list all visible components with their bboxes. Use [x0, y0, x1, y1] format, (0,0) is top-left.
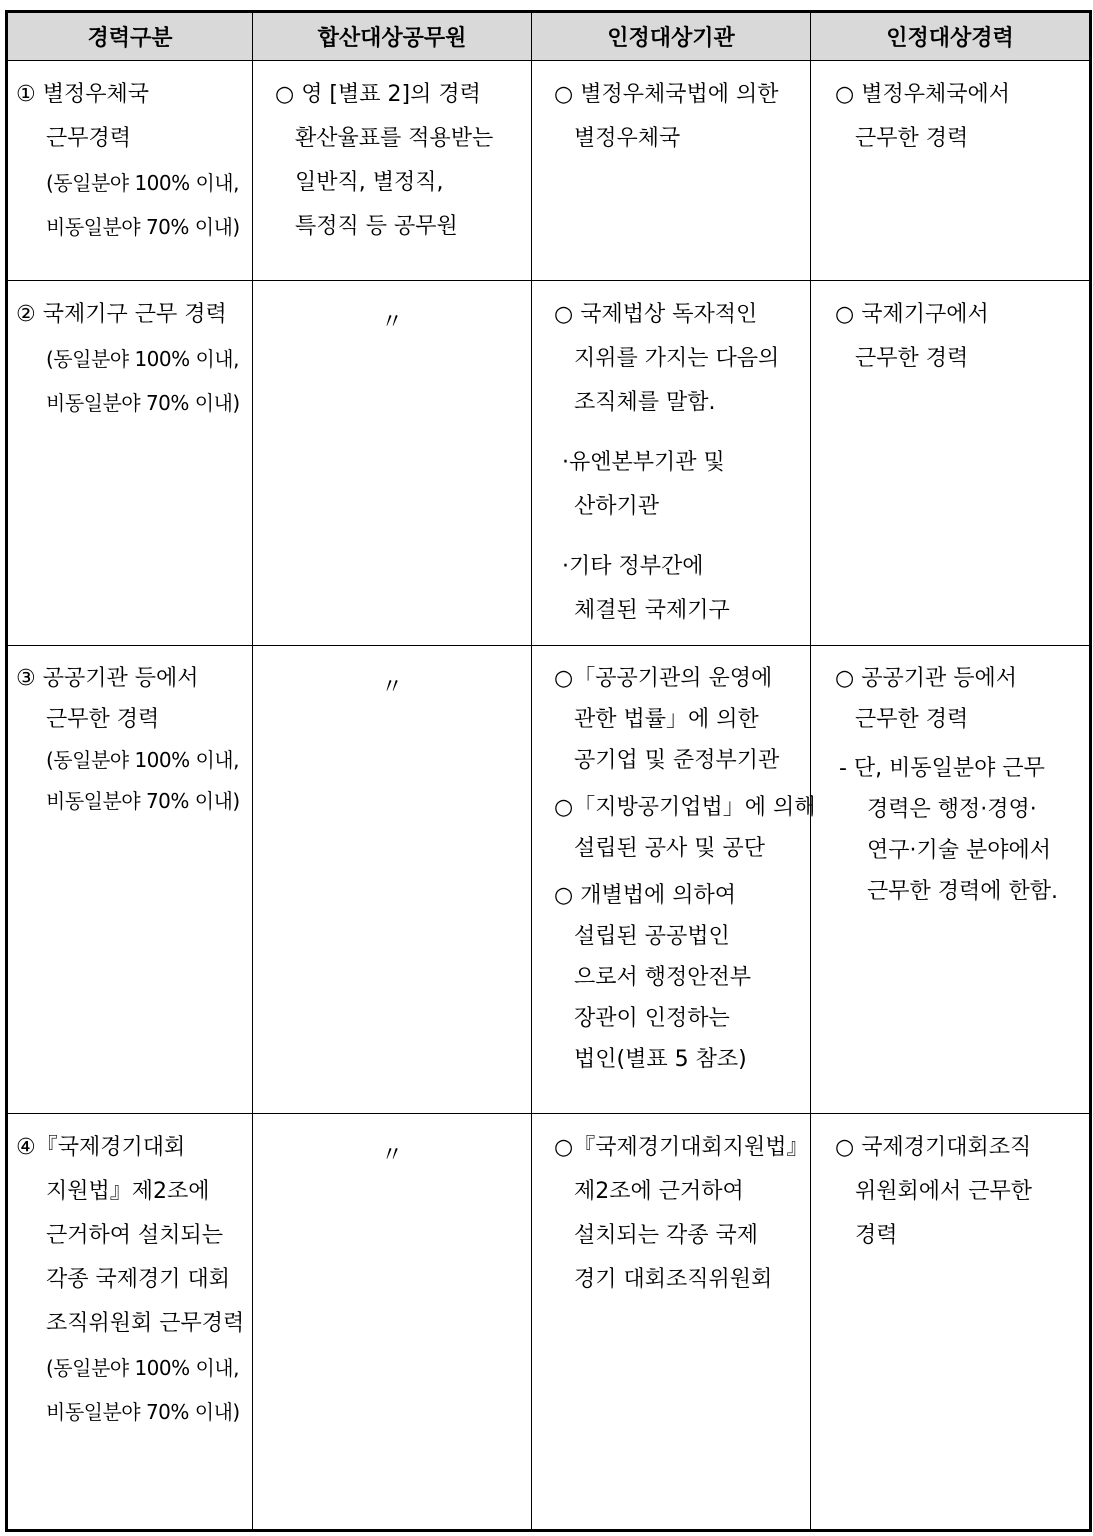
ditto-mark: 〃: [380, 1143, 403, 1168]
category-cell: ④『국제경기대회 지원법』제2조에 근거하여 설치되는 각종 국제경기 대회 조직위원회 근무경력 (동일분야 100% 이내, 비동일분야 70% 이내): [7, 1114, 253, 1531]
officials-cell: [253, 1114, 532, 1531]
header-recognized-career: 인정대상경력: [811, 12, 1091, 61]
category-cell: ③ 공공기관 등에서 근무한 경력 (동일분야 100% 이내, 비동일분야 70% 이내): [7, 646, 253, 1114]
career-cell: ○ 공공기관 등에서 근무한 경력 - 단, 비동일분야 근무 경력은 행정·경영· 연구·기술 분야에서 근무한 경력에 한함.: [811, 646, 1091, 1114]
officials-cell: [253, 646, 532, 1114]
header-row: [7, 12, 1091, 61]
category-cell: ② 국제기구 근무 경력 (동일분야 100% 이내, 비동일분야 70% 이내): [7, 281, 253, 646]
career-recognition-table: [5, 10, 1092, 1532]
officials-cell: [253, 281, 532, 646]
institutions-cell: ○ 별정우체국법에 의한 별정우체국: [532, 61, 811, 281]
table-row: [7, 646, 1091, 1114]
career-cell: ○ 국제경기대회조직 위원회에서 근무한 경력: [811, 1114, 1091, 1531]
table-row: [7, 61, 1091, 281]
career-cell: ○ 별정우체국에서 근무한 경력: [811, 61, 1091, 281]
header-recognized-institutions: 인정대상기관: [532, 12, 811, 61]
officials-cell: ○ 영 [별표 2]의 경력 환산율표를 적용받는 일반직, 별정직, 특정직 등 공무원: [253, 61, 532, 281]
header-career-category: 경력구분: [7, 12, 253, 61]
table-row: [7, 281, 1091, 646]
career-cell: ○ 국제기구에서 근무한 경력: [811, 281, 1091, 646]
institutions-cell: ○ 국제법상 독자적인 지위를 가지는 다음의 조직체를 말함. ·유엔본부기관 및 산하기관 ·기타 정부간에 체결된 국제기구: [532, 281, 811, 646]
table-row: [7, 1114, 1091, 1531]
institutions-cell: ○『국제경기대회지원법』 제2조에 근거하여 설치되는 각종 국제 경기 대회조직위원회: [532, 1114, 811, 1531]
ditto-mark: 〃: [380, 675, 403, 700]
institutions-cell: ○「공공기관의 운영에 관한 법률」에 의한 공기업 및 준정부기관 ○「지방공기업법」에 의해 설립된 공사 및 공단 ○ 개별법에 의하여 설립된 공공법인 으로서 행정안전부 장관이 인정하는 법인(별표 5 참조): [532, 646, 811, 1114]
header-eligible-officials: 합산대상공무원: [253, 12, 532, 61]
category-cell: ① 별정우체국 근무경력 (동일분야 100% 이내, 비동일분야 70% 이내): [7, 61, 253, 281]
ditto-mark: 〃: [380, 310, 403, 335]
